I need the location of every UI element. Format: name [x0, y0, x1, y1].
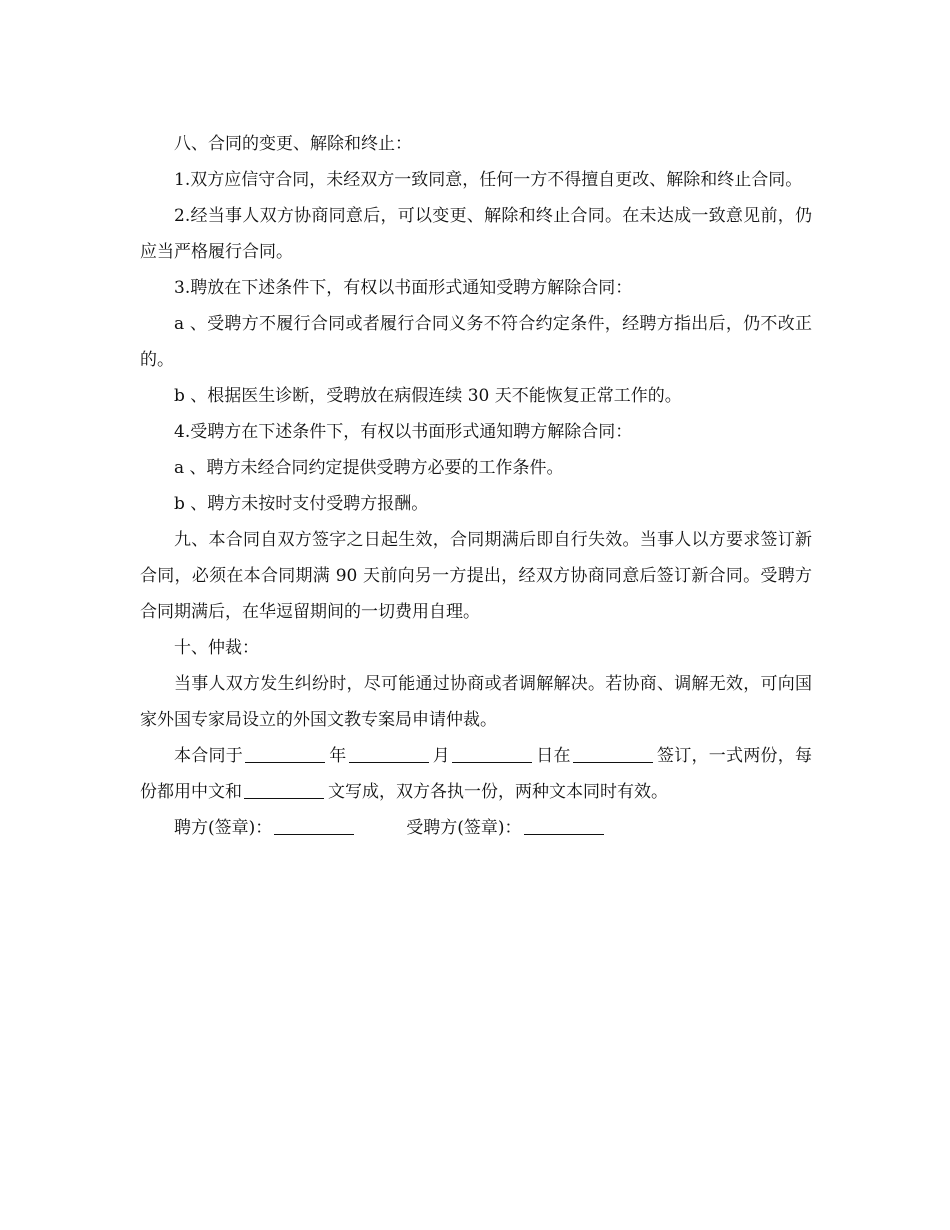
clause-8-1: 1.双方应信守合同，未经双方一致同意，任何一方不得擅自更改、解除和终止合同。: [174, 170, 803, 190]
employee-signature-label: 受聘方(签章)：: [406, 818, 522, 838]
closing-text-1: 本合同于: [174, 746, 243, 766]
employee-signature-blank: [524, 816, 604, 835]
clause-8-2: 2.经当事人双方协商同意后，可以变更、解除和终止合同。在未达成一致意见前，仍应当严格履行合同。: [140, 206, 812, 262]
clause-8-3-a: a 、受聘方不履行合同或者履行合同义务不符合约定条件，经聘方指出后，仍不改正的。: [140, 314, 812, 370]
clause-8-4: 4.受聘方在下述条件下，有权以书面形式通知聘方解除合同：: [174, 422, 633, 442]
clause-8-3: 3.聘放在下述条件下，有权以书面形式通知受聘方解除合同：: [174, 278, 633, 298]
blank-line: [244, 780, 324, 799]
closing-clause: [140, 738, 812, 810]
clause-8-4-a: a 、聘方未经合同约定提供受聘方必要的工作条件。: [174, 458, 564, 478]
section-10-heading: 十、仲裁：: [174, 638, 259, 658]
blank-line: [349, 744, 429, 763]
clause-8-4-b: b 、聘方未按时支付受聘方报酬。: [174, 494, 429, 514]
closing-text-4: 日在: [536, 746, 571, 766]
document-body: [140, 126, 812, 846]
closing-text-5: 签订，一式两份，每份都用中文和: [140, 746, 812, 802]
section-10-body: 当事人双方发生纠纷时，尽可能通过协商或者调解解决。若协商、调解无效，可向国家外国专家局设立的外国文教专案局申请仲裁。: [140, 674, 812, 730]
blank-line: [245, 744, 325, 763]
signature-line: [140, 810, 812, 846]
closing-text-2: 年: [329, 746, 347, 766]
clause-8-3-b: b 、根据医生诊断，受聘放在病假连续 30 天不能恢复正常工作的。: [174, 386, 682, 406]
blank-line: [573, 744, 653, 763]
closing-text-6: 文写成，双方各执一份，两种文本同时有效。: [328, 782, 668, 802]
section-9: 九、本合同自双方签字之日起生效，合同期满后即自行失效。当事人以方要求签订新合同，必须在本合同期满 90 天前向另一方提出，经双方协商同意后签订新合同。受聘方合同期满后，在华逗留期间的一切费用自理。: [140, 530, 812, 622]
section-8-heading: 八、合同的变更、解除和终止：: [174, 134, 412, 154]
closing-text-3: 月: [432, 746, 450, 766]
blank-line: [452, 744, 532, 763]
employer-signature-label: 聘方(签章)：: [174, 818, 273, 838]
employer-signature-blank: [274, 816, 354, 835]
